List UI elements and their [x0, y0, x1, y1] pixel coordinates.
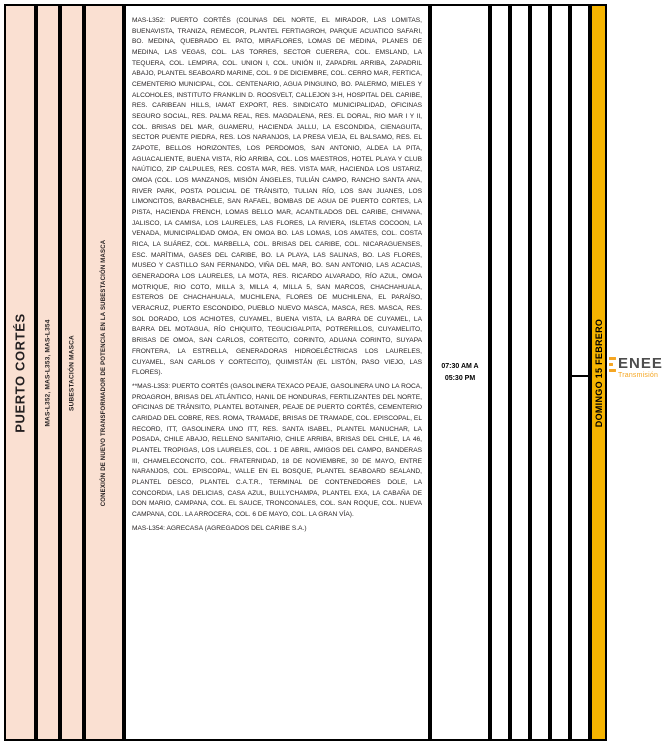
circuits-label: MAS-L352, MAS-L353, MAS-L354 — [44, 318, 52, 427]
column-schedule — [430, 4, 490, 741]
enee-logo-bars-icon — [609, 356, 616, 372]
enee-logo-tagline: Transmisión — [618, 372, 659, 379]
affected-areas-paragraph: MAS-L354: AGRECASA (AGREGADOS DEL CARIBE S.A.) — [132, 524, 307, 532]
column-spacer-2 — [510, 4, 530, 741]
column-spacer-3 — [530, 4, 550, 741]
affected-areas-paragraph: MAS-L352: PUERTO CORTÉS (COLINAS DEL NORTE, EL MIRADOR, LAS LOMITAS, BUENAVISTA, TRANIZA, REMECOR, PLANTEL FERTIAGROH, PARQUE ACUATICO SAFARI, BO. MEDINA, QUEBRADO EL PATO, MIRAFLORES, LOMAS DE MEDINA, PLANES DE MEDINA, LAS VEGAS, COL. LAS TORRES, SECTOR CUERERA, COL. EMSLAND, LA TEQUERA, COL. LEMPIRA, COL. UNION I, COL. UNIÓN II, ZAPADRIL ARRIBA, ZAPADRIL ABAJO, PLANTEL SEABOARD MARINE, COL. 9 DE DICIEMBRE, COL. CERRO MAR, FERTICA, CEMENTERIO MUNICIPAL, COL. CENTENARIO, AGUA PINGUINO, BO. PALERMO, MIELES Y ALCOHOLES, INSTITUTO FRANKLIN D. ROOSVELT, CALLEJON 3-H, HOSPITAL DEL CARIBE, RES. CARIBEAN HILLS, IAMAT EXPORT, RES. SINDICATO MUNICIPALIDAD, OFICINAS SEGURO SOCIAL, RES. PALMA REAL, RES. MAGDALENA, RES. EL DORAL, RIO MAR I Y II, COL. BRISAS DEL MAR, GUAMERU, HACIENDA JALLU, LA ESCONDIDA, CIENAGUITA, SECTOR PUENTE PIEDRA, RES. LOS NARANJOS, LA PRESA VIEJA, EL BALSAMO, RES. EL ZAPOTE, BELLOS HORIZONTES, LOS PERDOMOS, SAN ANTONIO, ALDEA LA PITA, AGUACALIENTE, BUENA VISTA, RÍO ARRIBA, COL. LOS MAESTROS, HOTEL PLAYA Y CLUB NAÚTICO, ZIP CALPULES, RES. COSTA MAR, RES. VISTA MAR, HACIENDA LOS USTARIZ, OMOA (COL. LOS MANZANOS, MISIÓN ÁNGELES, TULIÁN CAMPO, RANCHO SANTA ANA, RIVER PARK, POSTA POLICIAL DE TRÁNSITO, TULIAN RÍO, LOS SAN JUANES, LOS LIMONCITOS, BARBACHELE, SAN RAFAEL, BOMBAS DE AGUA DE PUERTO CORTES, LA PISTA, HACIENDA FRENCH, LOMAS BELLO MAR, ACANTILADOS DEL CARIBE, CHIVANA, JALISCO, LA CAMISA, LOS LAURELES, LAS FLORES, LA RIVIERA, ISLETAS COCOON, LA VENADA, MUNICIPALIDAD OMOA, EN OMOA BO. LAS LOMAS, LOS AMATES, COL. COSTA RICA, LA SUÁREZ, COL. MARBELLA, COL. BRISAS DEL CARIBE, COL. NICARAGUENSES, ESC. MARÍTIMA, GASES DEL CARIBE, BO. LA PLAYA, LAS SALINAS, BO. LAS FLORES, MUSEO Y CASTILLO SAN FERNANDO, VIÑA DEL MAR, BO. SAN ANTONIO, LAS ACACIAS, GENERADORA LOS LAURELES, LA MOTA, RES. RICARDO ALVARADO, RÍO AZUL, OMOA MOTRIQUE, RIO COTO, MILLA 3, MILLA 4, MILLA 5, SAN MARCOS, CHACHAHUALA, ESTEROS DE CHACHAHUALA, MUCHILENA, FLORES DE MUCHILENA, EL PARAÍSO, VERACRUZ, PUERTO ESCONDIDO, PUEBLO NUEVO MASCA, MASCA, RES. MASCA, RES. SOL DORADO, LOS ACHIOTES, CUYAMEL, BUENA VISTA, LA BARRA DE CUYAMEL, LA BARRA DEL MOTAGUA, RÍO CHIQUITO, TEGUCIGALPITA, POTRERILLOS, CUYAMELITO, BRISAS DE OMOA, SAN CARLOS, CORTECITO, CORINTO, ADUANA CORINTO, SUYAPA FRONTERA, LA ESTRELLA, GENERADORAS HIDROELÉCTRICAS LOS LAURELES, CUYAMEL, SAN CARLOS Y CORTECITO), QUIMISTÁN (EL LISTÓN, PASO VIEJO, LAS FLORES). — [132, 17, 422, 377]
enee-logo — [609, 356, 663, 379]
column-spacer-1 — [490, 4, 510, 741]
municipality-label: PUERTO CORTÉS — [12, 312, 28, 433]
enee-logo-wordmark: ENEE — [618, 355, 663, 372]
schedule-time — [432, 360, 488, 385]
column-logo — [607, 4, 670, 741]
date-label: DOMINGO 15 FEBRERO — [593, 318, 604, 427]
column-municipality — [4, 4, 36, 741]
schedule-time-to: 05:30 PM — [444, 374, 476, 382]
affected-areas-text — [132, 16, 422, 534]
affected-areas-paragraph: **MAS-L353: PUERTO CORTÉS (GASOLINERA TEXACO PEAJE, GASOLINERA UNO LA ROCA, PROAGROH, BRISAS DEL ATLÁNTICO, HANIL DE HONDURAS, FERTILIZANTES DEL NORTE, OFICINAS DE TRÁNSITO, PLANTEL BOTAINER, PEAJE DE PUERTO CORTÉS, CEMENTERIO CARIDAD DEL COBRE, RES. ROMA, TRAMADE, BRISAS DE TRAMADE, COL. EPISCOPAL, EL RECORD, ITT, GASOLINERA UNO ITT, RES. SANTA ISABEL, PLANTEL MANUCHAR, LA POSADA, CHILE ABAJO, RELLENO SANITARIO, CHILE ARRIBA, BRISAS DEL CHILE, LA 46, PLANTEL TROPIGAS, LOS LAURELES, COL. 1 DE ABRIL, AMIGOS DEL CAMPO, BANDERAS III, CHAMELECONCITO, COL. FRATERNIDAD, 18 DE NOVIEMBRE, 30 DE MAYO, ENTRE NARANJOS, COL. EPISCOPAL, VALLE EN EL BOSQUE, PLANTEL SEABOARD SEALAND, PLANTEL DESCO, PLANTEL C.A.T.R., TERMINAL DE CONTENEDORES DOLE, LA CONCORDIA, LAS DELICIAS, CASA AZUL, BULLYCHAMPA, PLANTEL EXA, LA CABAÑA DE DON MARIO, CAMPANA, COL. EL SAUCE, TRONCONALES, COL. SAN ROQUE, COL. NUEVA CAMPANA, COL. LA ARROCERA, COL. 6 DE MAYO, COL. LA GRAN VÍA). — [132, 382, 422, 518]
column-affected-areas — [124, 4, 430, 741]
column-substation — [60, 4, 84, 741]
works-label: CONEXIÓN DE NUEVO TRANSFORMADOR DE POTENCIA EN LA SUBESTACIÓN MASCA — [101, 239, 107, 506]
column-date — [590, 4, 607, 741]
column-circuits — [36, 4, 60, 741]
substation-label: SUBESTACIÓN MASCA — [68, 334, 76, 411]
row-divider-tick — [572, 375, 588, 377]
column-works — [84, 4, 124, 741]
schedule-time-from: 07:30 AM A — [441, 362, 479, 370]
column-spacer-5 — [570, 4, 590, 741]
column-spacer-4 — [550, 4, 570, 741]
